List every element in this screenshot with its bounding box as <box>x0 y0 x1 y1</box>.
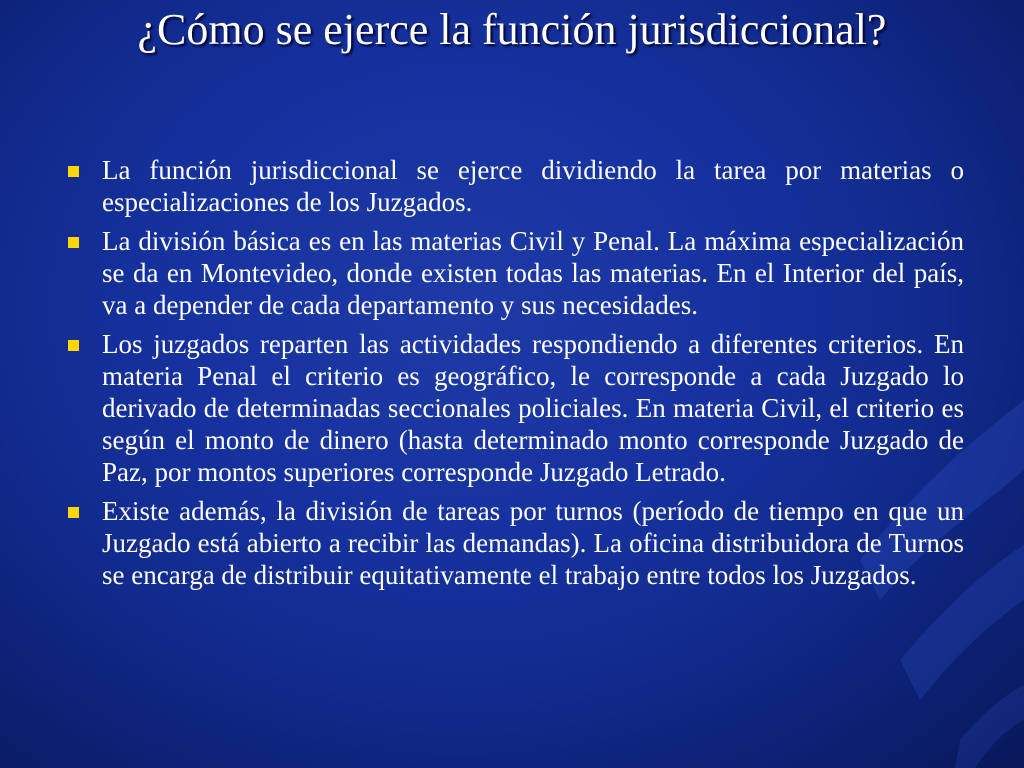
bullet-text: Existe además, la división de tareas por turnos (período de tiempo en que un Juzgado está abierto a recibir las demandas). La oficina distribuidora de Turnos se encarga de distribuir equitativamente el trabajo entre todos los Juzgados. <box>102 496 964 590</box>
bullet-item <box>62 495 964 591</box>
bullet-item <box>62 154 964 218</box>
bullet-text: La función jurisdiccional se ejerce dividiendo la tarea por materias o especializaciones de los Juzgados. <box>102 155 964 217</box>
square-bullet-icon <box>68 507 79 518</box>
bullet-item <box>62 225 964 321</box>
slide-title: ¿Cómo se ejerce la función jurisdiccional? <box>137 5 887 54</box>
bullet-text: Los juzgados reparten las actividades respondiendo a diferentes criterios. En materia Penal el criterio es geográfico, le corresponde a cada Juzgado lo derivado de determinadas seccionales policiales. En materia Civil, el criterio es según el monto de dinero (hasta determinado monto corresponde Juzgado de Paz, por montos superiores corresponde Juzgado Letrado. <box>102 329 964 487</box>
bullet-item <box>62 328 964 488</box>
square-bullet-icon <box>68 237 79 248</box>
square-bullet-icon <box>68 340 79 351</box>
square-bullet-icon <box>68 166 79 177</box>
bullet-list <box>62 154 964 598</box>
bullet-text: La división básica es en las materias Civil y Penal. La máxima especialización se da en Montevideo, donde existen todas las materias. En el Interior del país, va a depender de cada departamento y sus necesidades. <box>102 226 964 320</box>
